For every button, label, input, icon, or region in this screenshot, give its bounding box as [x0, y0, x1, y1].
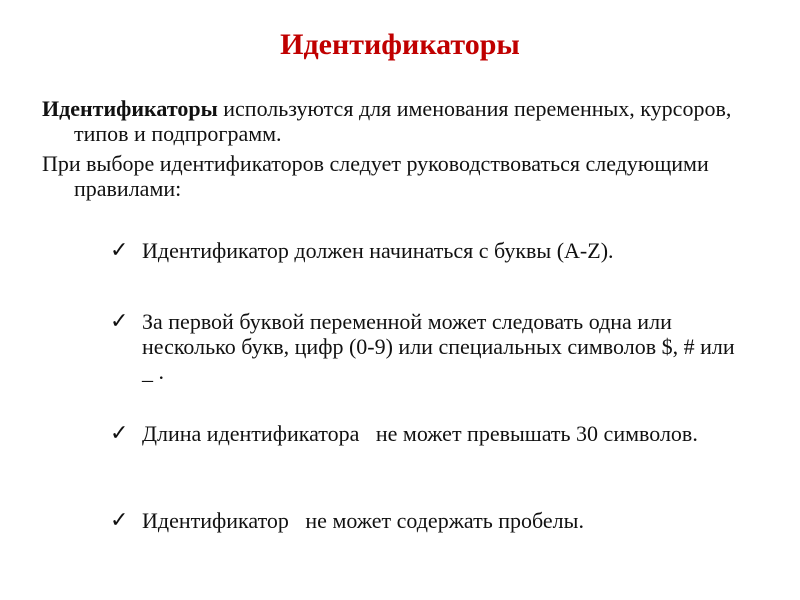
rules-intro-paragraph: [42, 151, 774, 201]
rule-text: Длина идентификатора не может превышать 30 символов.: [142, 421, 698, 446]
rule-item: [110, 508, 750, 534]
check-mark-icon: ✓: [110, 309, 129, 334]
check-mark-icon: ✓: [110, 421, 129, 446]
intro-paragraph: [42, 96, 774, 146]
rule-text: За первой буквой переменной может следовать одна или несколько букв, цифр (0-9) или специальных символов $, # или _ .: [142, 309, 741, 384]
rule-text: Идентификатор должен начинаться с буквы (A-Z).: [142, 238, 614, 263]
rule-item: [110, 421, 750, 447]
intro-text: используются для именования переменных, курсоров, типов и подпрограмм.: [74, 96, 732, 146]
rule-item: [110, 238, 750, 264]
intro-term: Идентификаторы: [42, 96, 218, 121]
slide-title: Идентификаторы: [280, 28, 520, 61]
check-mark-icon: ✓: [110, 508, 129, 533]
rule-item: [110, 309, 750, 384]
check-mark-icon: ✓: [110, 238, 129, 263]
rules-intro-text: При выборе идентификаторов следует руководствоваться следующими правилами:: [42, 151, 709, 201]
rule-text: Идентификатор не может содержать пробелы.: [142, 508, 584, 533]
